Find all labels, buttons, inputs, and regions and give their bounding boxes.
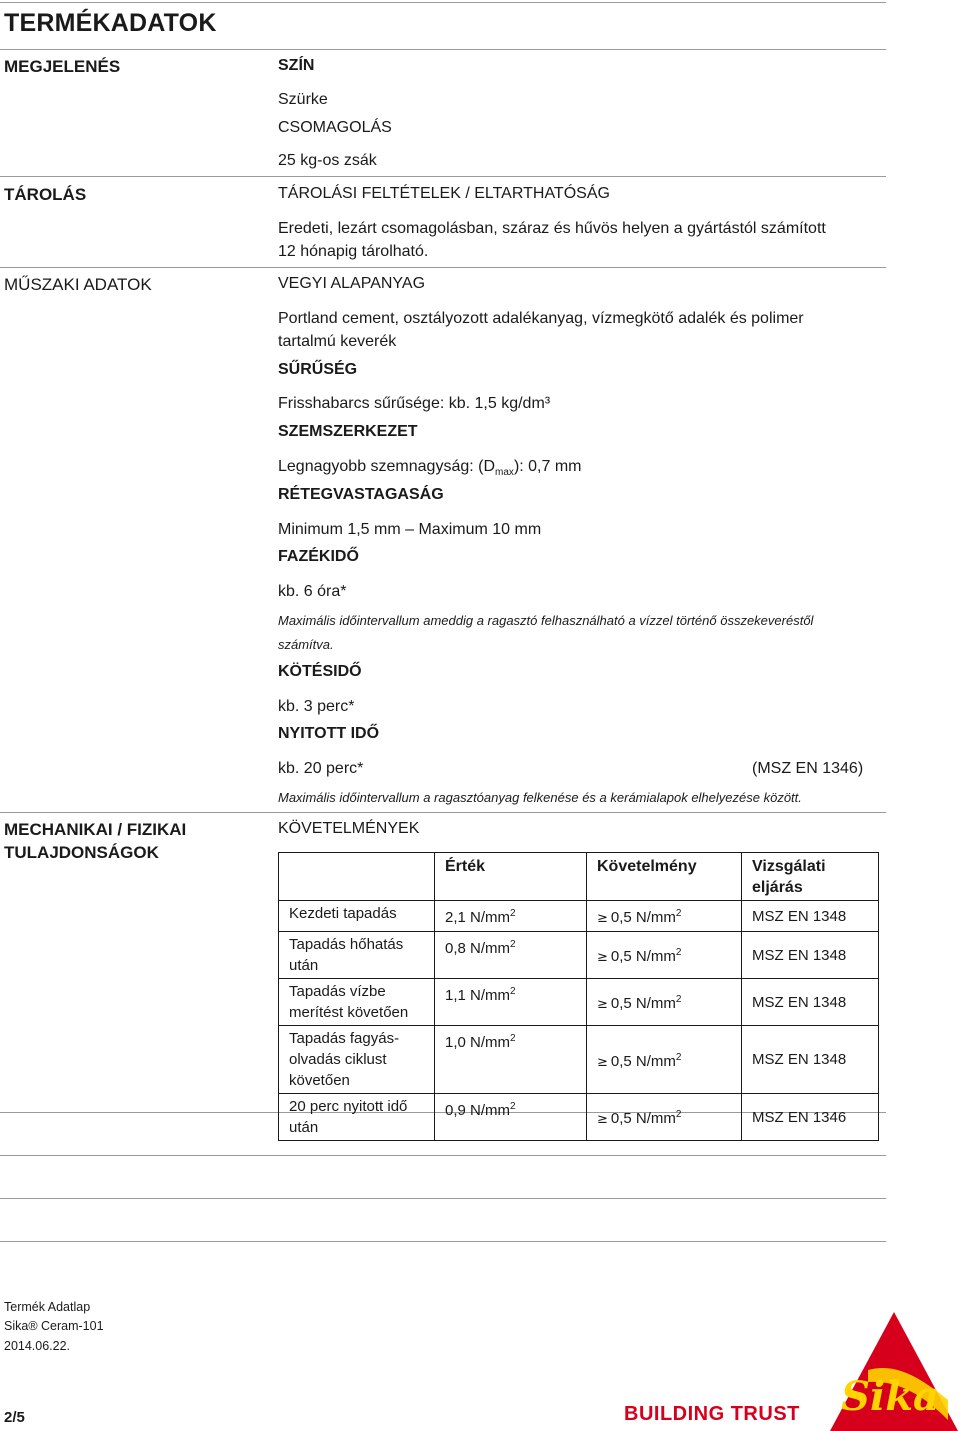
- row-standard: MSZ EN 1348: [742, 979, 879, 1026]
- section-mechanical-line2: TULAJDONSÁGOK: [4, 843, 159, 862]
- header-value: Érték: [435, 853, 587, 901]
- page-title: TERMÉKADATOK: [4, 9, 217, 37]
- section-mechanical-line1: MECHANIKAI / FIZIKAI: [4, 820, 187, 839]
- unit-superscript: 2: [675, 1109, 682, 1120]
- value-text: 0,8 N/mm: [445, 940, 511, 957]
- divider: [0, 812, 886, 813]
- row-value: [435, 979, 587, 1026]
- open-time-standard: (MSZ EN 1346): [752, 760, 864, 777]
- header-method-line2: eljárás: [752, 879, 803, 896]
- color-value: Szürke: [278, 91, 328, 108]
- base-material-line1: Portland cement, osztályozott adalékanyag, vízmegkötő adalék és polimer: [278, 310, 804, 327]
- unit-superscript: 2: [510, 939, 516, 950]
- row-label-line: olvadás ciklust: [289, 1051, 387, 1068]
- row-requirement: [587, 1026, 742, 1094]
- row-label: [279, 901, 435, 932]
- requirements-table: [278, 852, 879, 1141]
- greater-equal-icon: ≥: [597, 1112, 608, 1127]
- base-material-value: [278, 307, 868, 353]
- storage-line1: Eredeti, lezárt csomagolásban, száraz és hűvös helyen a gyártástól számított: [278, 220, 826, 237]
- table-header-row: [279, 853, 879, 901]
- row-standard: MSZ EN 1346: [742, 1094, 879, 1141]
- row-standard: MSZ EN 1348: [742, 932, 879, 979]
- divider: [0, 2, 886, 3]
- unit-superscript: 2: [510, 986, 516, 997]
- requirement-text: 0,5 N/mm: [610, 995, 676, 1012]
- grain-heading: SZEMSZERKEZET: [278, 423, 418, 440]
- header-method-line1: Vizsgálati: [752, 858, 826, 875]
- value-text: 1,1 N/mm: [445, 987, 511, 1004]
- requirements-heading: KÖVETELMÉNYEK: [278, 820, 420, 837]
- open-time-row: [278, 757, 868, 780]
- base-material-heading: VEGYI ALAPANYAG: [278, 275, 426, 292]
- divider: [0, 1155, 886, 1156]
- grain-subscript: max: [495, 467, 514, 478]
- row-label-line: merítést követően: [289, 1004, 409, 1021]
- row-label: [279, 979, 435, 1026]
- packaging-value: 25 kg-os zsák: [278, 152, 377, 169]
- page-number: 2/5: [4, 1409, 25, 1426]
- greater-equal-icon: ≥: [597, 1054, 608, 1070]
- header-method: [742, 853, 879, 901]
- density-value: Frisshabarcs sűrűsége: kb. 1,5 kg/dm³: [278, 395, 551, 412]
- requirement-text: 0,5 N/mm: [610, 909, 676, 926]
- table-row: [279, 1094, 879, 1141]
- divider: [0, 49, 886, 50]
- requirement-text: 0,5 N/mm: [610, 1110, 676, 1127]
- pot-life-note-line1: Maximális időintervallum ameddig a ragasztó felhasználható a vízzel történő összekeveréstől: [278, 613, 814, 628]
- row-value: [435, 1026, 587, 1094]
- storage-heading: TÁROLÁSI FELTÉTELEK / ELTARTHATÓSÁG: [278, 185, 610, 202]
- pot-life-value: kb. 6 óra*: [278, 583, 347, 600]
- header-requirement: Követelmény: [587, 853, 742, 901]
- row-label-line: Tapadás hőhatás: [289, 936, 404, 953]
- section-technical: MŰSZAKI ADATOK: [4, 275, 152, 294]
- row-label-line: 20 perc nyitott idő: [289, 1098, 408, 1115]
- building-trust-slogan: BUILDING TRUST: [624, 1403, 800, 1425]
- unit-superscript: 2: [510, 1033, 516, 1044]
- row-standard: MSZ EN 1348: [742, 901, 879, 932]
- footer-date: 2014.06.22.: [4, 1339, 71, 1353]
- open-time-note: Maximális időintervallum a ragasztóanyag felkenése és a kerámialapok elhelyezése között.: [278, 790, 802, 805]
- table-row: [279, 932, 879, 979]
- section-mechanical: [4, 818, 186, 864]
- row-requirement: [587, 901, 742, 932]
- pot-life-note: [278, 609, 868, 657]
- footer-doc-type: Termék Adatlap: [4, 1300, 91, 1314]
- greater-equal-icon: ≥: [597, 997, 608, 1012]
- layer-value: Minimum 1,5 mm – Maximum 10 mm: [278, 521, 542, 538]
- divider: [0, 176, 886, 177]
- greater-equal-icon: ≥: [597, 911, 608, 926]
- density-heading: SŰRŰSÉG: [278, 361, 358, 378]
- row-standard: MSZ EN 1348: [742, 1026, 879, 1094]
- table-row: [279, 1026, 879, 1094]
- row-requirement: [587, 979, 742, 1026]
- unit-superscript: 2: [510, 1101, 516, 1112]
- grain-value: [278, 455, 868, 480]
- requirement-text: 0,5 N/mm: [610, 948, 676, 965]
- packaging-heading: CSOMAGOLÁS: [278, 119, 392, 136]
- row-label-line: Tapadás vízbe: [289, 983, 386, 1000]
- row-label-line: után: [289, 1119, 319, 1136]
- grain-text-end: ): 0,7 mm: [513, 458, 582, 475]
- divider: [0, 1198, 886, 1199]
- svg-text:Sika: Sika: [841, 1373, 939, 1420]
- row-label: [279, 1094, 435, 1141]
- table-row: [279, 979, 879, 1026]
- row-label-line: követően: [289, 1072, 350, 1089]
- value-text: 0,9 N/mm: [445, 1102, 511, 1119]
- setting-heading: KÖTÉSIDŐ: [278, 663, 362, 680]
- unit-superscript: 2: [675, 908, 682, 919]
- divider: [0, 1241, 886, 1242]
- section-storage: TÁROLÁS: [4, 185, 87, 204]
- pot-life-note-line2: számítva.: [278, 637, 334, 652]
- open-time-heading: NYITOTT IDŐ: [278, 725, 380, 742]
- svg-text:®: ®: [940, 1383, 952, 1397]
- base-material-line2: tartalmú keverék: [278, 333, 397, 350]
- value-text: 1,0 N/mm: [445, 1034, 511, 1051]
- row-label-line: után: [289, 957, 319, 974]
- requirement-text: 0,5 N/mm: [610, 1052, 676, 1070]
- divider: [0, 267, 886, 268]
- header-empty: [279, 853, 435, 901]
- value-text: 2,1 N/mm: [445, 909, 511, 926]
- color-heading: SZÍN: [278, 57, 315, 74]
- row-requirement: [587, 932, 742, 979]
- row-value: [435, 1094, 587, 1141]
- row-label: [279, 1026, 435, 1094]
- unit-superscript: 2: [510, 908, 516, 919]
- footer-product: Sika® Ceram-101: [4, 1319, 104, 1333]
- unit-superscript: 2: [675, 994, 682, 1005]
- sika-logo-icon: [828, 1310, 960, 1431]
- layer-heading: RÉTEGVASTAGASÁG: [278, 486, 444, 503]
- open-time-value: kb. 20 perc*: [278, 760, 364, 777]
- unit-superscript: 2: [675, 947, 682, 958]
- setting-value: kb. 3 perc*: [278, 698, 355, 715]
- row-value: [435, 932, 587, 979]
- row-label: [279, 932, 435, 979]
- table-row: [279, 901, 879, 932]
- row-requirement: [587, 1094, 742, 1141]
- row-value: [435, 901, 587, 932]
- storage-line2: 12 hónapig tárolható.: [278, 243, 429, 260]
- unit-superscript: 2: [675, 1051, 682, 1063]
- greater-equal-icon: ≥: [597, 950, 608, 965]
- pot-life-heading: FAZÉKIDŐ: [278, 548, 359, 565]
- grain-text: Legnagyobb szemnagyság: (D: [278, 458, 496, 475]
- section-appearance: MEGJELENÉS: [4, 57, 121, 76]
- row-label-line: Kezdeti tapadás: [289, 905, 397, 922]
- row-label-line: Tapadás fagyás-: [289, 1030, 400, 1047]
- storage-value: [278, 217, 868, 263]
